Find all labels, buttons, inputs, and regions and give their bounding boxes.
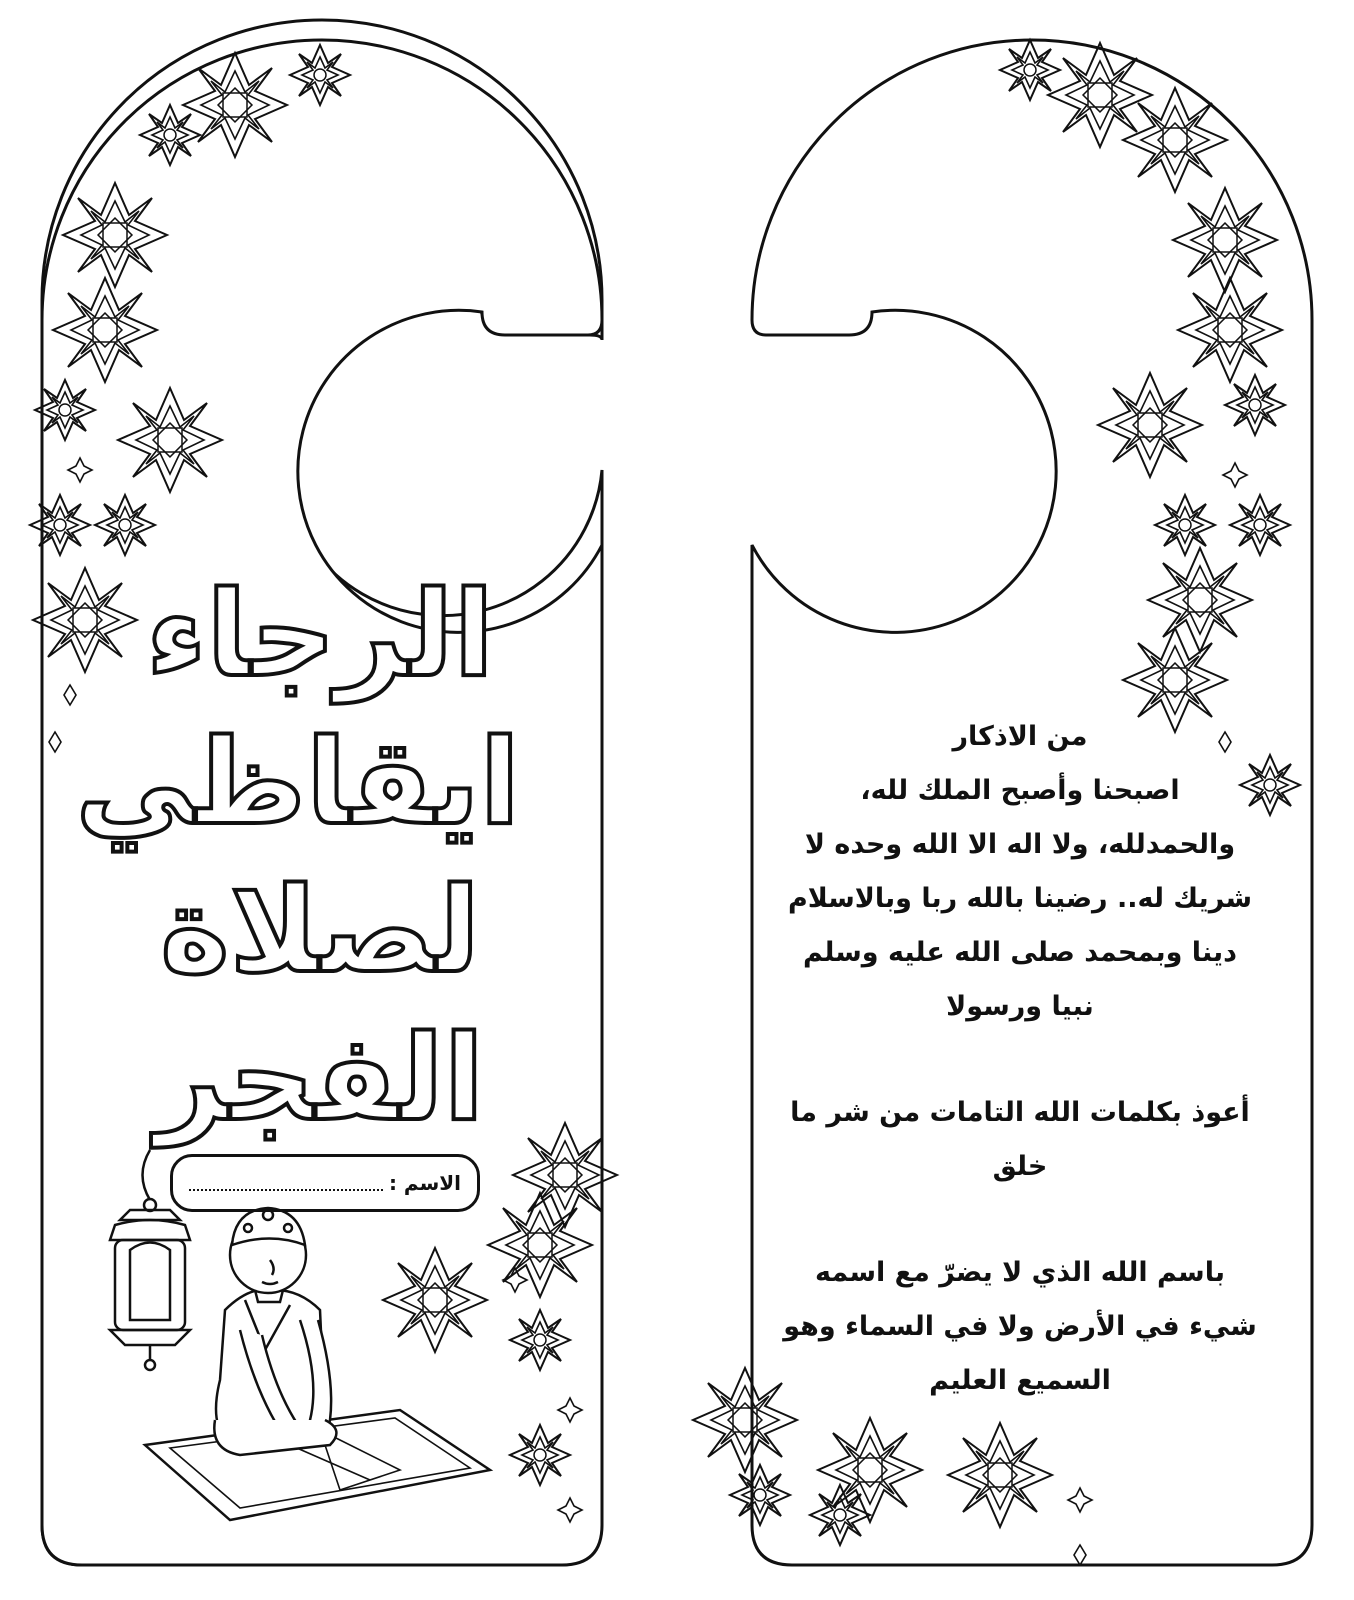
dhikr-3-line: شيء في الأرض ولا في السماء وهو (783, 1311, 1257, 1342)
dhikr-1-line: دينا وبمحمد صلى الله عليه وسلم (803, 937, 1237, 968)
dhikr-paragraph-1 (770, 710, 1270, 1034)
dhikr-1-line: نبيا ورسولا (946, 991, 1094, 1022)
title-line-1: الرجاء (146, 565, 494, 703)
name-field[interactable] (170, 1154, 480, 1212)
dhikr-2-line: أعوذ بكلمات الله التامات من شر ما (790, 1097, 1250, 1128)
dhikr-3-line: باسم الله الذي لا يضرّ مع اسمه (814, 1257, 1225, 1288)
title-line-3: لصلاة (160, 861, 480, 999)
left-hanger-title (75, 560, 520, 1152)
title-line-2: ايقاظي (75, 713, 520, 851)
dhikr-1-line: من الاذكار (952, 721, 1088, 752)
name-dotted-line[interactable] (189, 1175, 383, 1191)
dhikr-3-line: السميع العليم (929, 1365, 1111, 1396)
title-line-4: الفجر (155, 1009, 485, 1147)
name-label: الاسم : (388, 1171, 461, 1195)
dhikr-1-line: اصبحنا وأصبح الملك لله، (860, 775, 1180, 806)
dhikr-paragraph-3 (770, 1246, 1270, 1408)
dhikr-1-line: شريك له.. رضينا بالله ربا وبالاسلام (787, 883, 1253, 914)
dhikr-2-line: خلق (992, 1151, 1048, 1182)
dhikr-1-line: والحمدلله، ولا اله الا الله وحده لا (804, 829, 1236, 860)
dhikr-paragraph-2 (770, 1086, 1270, 1194)
right-hanger-text (770, 710, 1270, 1460)
